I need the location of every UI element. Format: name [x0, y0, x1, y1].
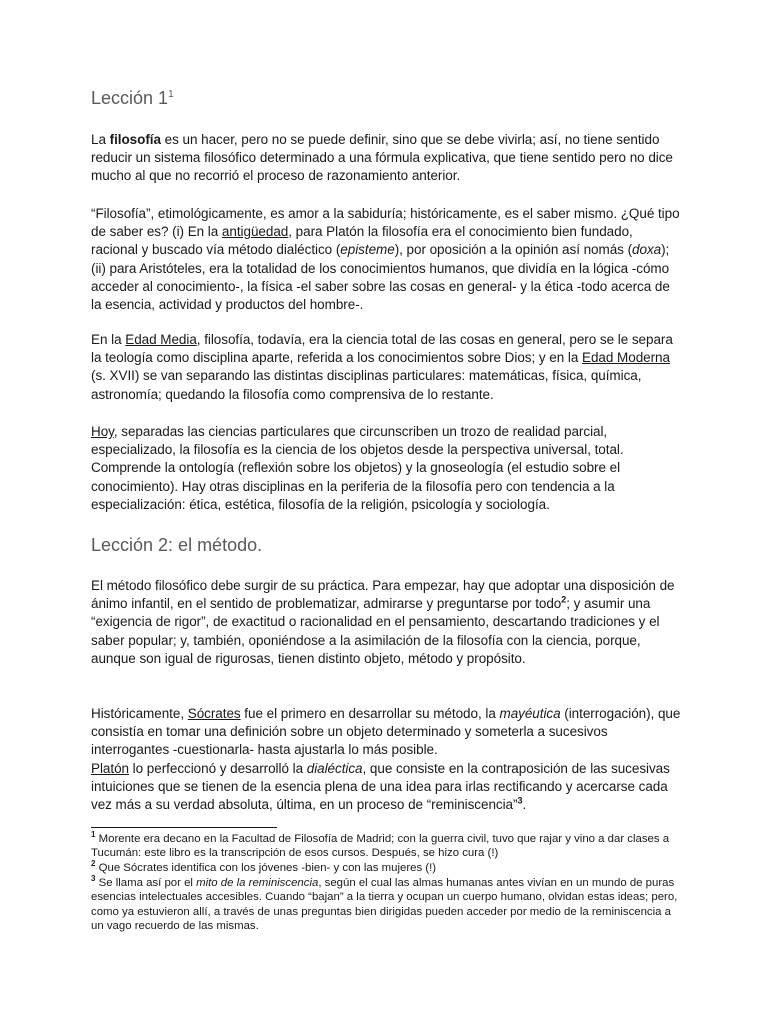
footnote-1: $^1$ Morente era decano en la Facultad de Filosofía de Madrid; con la guerra civil, tuvo que rajar y vino a dar clases a Tucumán: este libro es la transcripción de esos cursos. Después, se hizo cura (!) [91, 830, 670, 860]
link-edad-moderna[interactable]: Edad Moderna [582, 350, 670, 366]
link-hoy[interactable]: Hoy [91, 424, 114, 439]
footnote-separator [91, 827, 277, 828]
term-mito-reminiscencia: mito de la reminiscencia [196, 877, 319, 889]
term-filosofia: filosofía [109, 132, 161, 147]
link-socrates[interactable]: Sócrates [187, 706, 241, 721]
lesson-1-paragraph-2: “Filosofía”, etimológicamente, es amor a la sabiduría; históricamente, es el saber mismo. ¿Qué tipo de saber es? (i) En la antigüedad, para Platón la filosofía era el conocimiento bien fundado, racional y buscado vía método dialéctico (episteme), por oposición a la opinión así nomás (doxa); (ii) para Aristóteles, era la totalidad de los conocimientos humanos, que dividía en la lógica -cómo acceder al conocimiento-, la física -el saber sobre las cosas en general- y la ética -todo acerca de la esencia, actividad y productos del hombre-. [91, 206, 680, 313]
term-mayeutica: mayéutica [499, 706, 561, 721]
link-edad-media[interactable]: Edad Media [125, 332, 197, 347]
lesson-2-paragraph-2: Históricamente, Sócrates fue el primero en desarrollar su método, la mayéutica (interrogación), que consistía en tomar una definición sobre un objeto determinado y someterla a sucesivos interrogantes -cuestionarla- hasta ajustarla lo más posible. Platón lo perfeccionó y desarrolló la dialéctica, que consiste en la contraposición de las sucesivas intuiciones que se tienen de la esencia plena de una idea para irlas rectificando y acercarse cada vez más a su verdad absoluta, última, en un proceso de “reminiscencia”$^3$. [91, 706, 681, 813]
footnote-ref-1[interactable]: 1 [168, 89, 174, 100]
term-dialectica: dialéctica [306, 760, 363, 776]
footnote-ref-2[interactable]: 2 [561, 594, 567, 605]
lesson-2-paragraph-1: El método filosófico debe surgir de su práctica. Para empezar, hay que adoptar una disposición de ánimo infantil, en el sentido de problematizar, admirarse y preguntarse por todo$^2$; y asumir una “exigencia de rigor”, de exactitud o racionalidad en el pensamiento, descartando tradiciones y el saber popular; y, también, oponiéndose a la asimilación de la filosofía con la ciencia, porque, aunque son igual de rigurosas, tienen distinto objeto, método y propósito. [91, 578, 675, 666]
footnote-ref-3[interactable]: 3 [517, 795, 523, 806]
term-doxa: doxa [632, 242, 662, 258]
lesson-1-paragraph-3: En la Edad Media, filosofía, todavía, era la ciencia total de las cosas en general, pero se le separa la teología como disciplina aparte, referida a los conocimientos sobre Dios; y en la Edad Moderna (s. XVII) se van separando las distintas disciplinas particulares: matemáticas, física, química, astronomía; quedando la filosofía como comprensiva de lo restante. [91, 332, 673, 402]
lesson-1-paragraph-4: Hoy, separadas las ciencias particulares que circunscriben un trozo de realidad parcial, especializado, la filosofía es la ciencia de los objetos desde la perspectiva universal, total. Comprende la ontología (reflexión sobre los objetos) y la gnoseología (el estudio sobre el conocimiento). Hay otras disciplinas en la periferia de la filosofía pero con tendencia a la especialización: ética, estética, filosofía de la religión, psicología y sociología. [91, 424, 624, 512]
footnote-2: $^2$ Que Sócrates identifica con los jóvenes -bien- y con las mujeres (!) [91, 859, 437, 874]
link-antiguedad[interactable]: antigüedad [221, 224, 289, 240]
lesson-1-heading: Lección $1^1$ [91, 88, 174, 108]
link-platon[interactable]: Platón [91, 760, 129, 776]
lesson-2-heading: Lección 2: el método. [91, 535, 263, 555]
term-episteme: episteme [340, 242, 395, 258]
lesson-1-paragraph-1: La filosofía es un hacer, pero no se puede definir, sino que se debe vivirla; así, no tiene sentido reducir un sistema filosófico determinado a una fórmula explicativa, que tiene sentido pero no dice mucho al que no recorrió el proceso de razonamiento anterior. [91, 132, 673, 184]
footnote-3: $^3$ Se llama así por el mito de la reminiscencia, según el cual las almas humanas antes vivían en un mundo de puras esencias intelectuales accesibles. Cuando “bajan” a la tierra y ocupan un cuerpo humano, olvidan estas ideas; pero, como ya estuvieron allí, a través de unas preguntas bien dirigidas pueden acceder por medio de la reminiscencia a un vago recuerdo de las mismas. [91, 874, 678, 933]
